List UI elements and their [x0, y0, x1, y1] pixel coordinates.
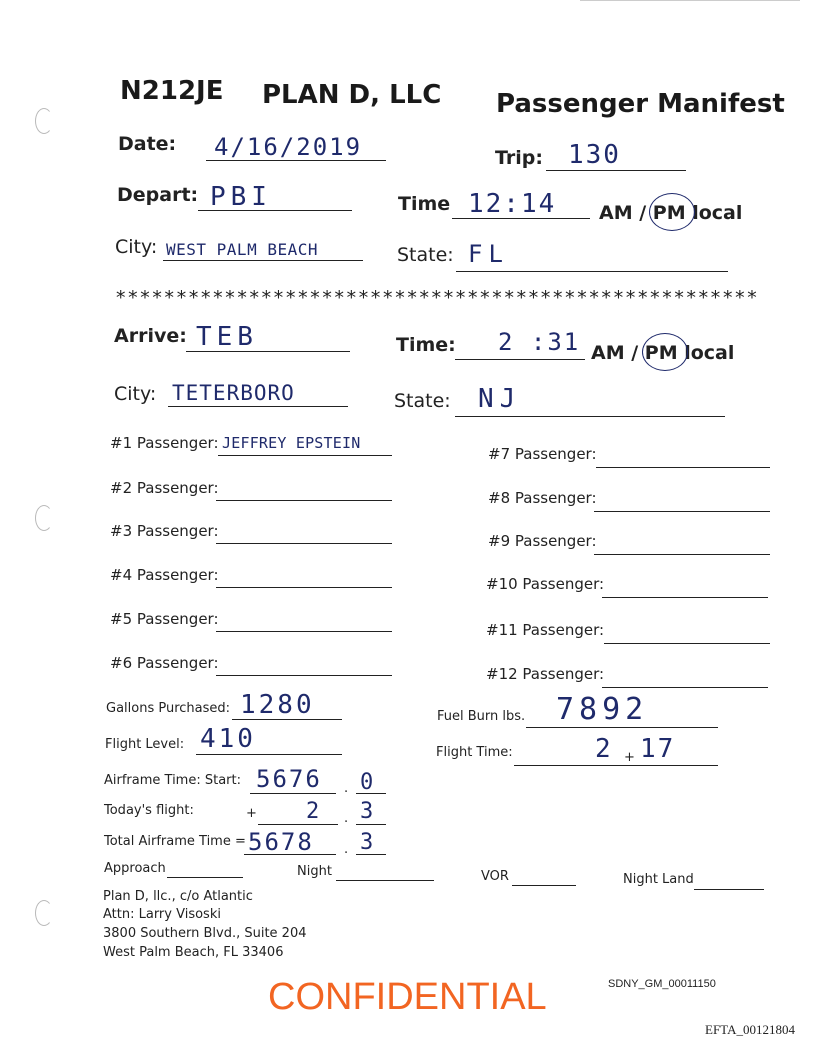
- vor-label: VOR: [481, 869, 509, 884]
- todays-flight-decimal: 3: [360, 799, 376, 824]
- approach-line: [167, 877, 243, 878]
- depart-pm-circle: [649, 193, 695, 231]
- passenger-10-label: #10 Passenger:: [486, 575, 605, 593]
- passenger-1-line: [218, 455, 392, 456]
- depart-label: Depart:: [117, 184, 199, 206]
- passenger-9-label: #9 Passenger:: [488, 532, 597, 550]
- night-land-label: Night Land: [623, 872, 694, 887]
- passenger-11-label: #11 Passenger:: [486, 621, 605, 639]
- address-line-4: West Palm Beach, FL 33406: [103, 945, 284, 960]
- arrive-city-line: [168, 406, 348, 407]
- binder-hole-top: [35, 108, 53, 134]
- date-label: Date:: [118, 133, 177, 155]
- flight-level-value: 410: [200, 724, 256, 754]
- arrive-time-label: Time:: [396, 334, 456, 356]
- airframe-start-line: [250, 793, 336, 794]
- flight-time-label: Flight Time:: [436, 745, 513, 760]
- gallons-purchased-label: Gallons Purchased:: [106, 701, 231, 716]
- passenger-10-line: [602, 597, 768, 598]
- trip-label: Trip:: [495, 147, 543, 169]
- total-airframe-decimal: 3: [360, 830, 376, 855]
- top-rule: [580, 0, 800, 1]
- passenger-4-label: #4 Passenger:: [110, 566, 219, 584]
- depart-city-line: [163, 260, 363, 261]
- depart-state-value: FL: [468, 240, 509, 268]
- flight-level-label: Flight Level:: [105, 737, 185, 752]
- company-name: PLAN D, LLC: [262, 80, 442, 110]
- passenger-7-label: #7 Passenger:: [488, 445, 597, 463]
- arrive-state-label: State:: [394, 390, 451, 412]
- night-land-line: [694, 889, 764, 890]
- approach-label: Approach: [104, 861, 166, 876]
- efta-number: EFTA_00121804: [705, 1022, 795, 1037]
- passenger-7-line: [596, 467, 770, 468]
- passenger-6-line: [216, 675, 392, 676]
- binder-hole-bottom: [35, 900, 53, 926]
- passenger-5-label: #5 Passenger:: [110, 610, 219, 628]
- airframe-start-value: 5676: [256, 765, 322, 793]
- arrive-time-line: [455, 359, 585, 360]
- passenger-6-label: #6 Passenger:: [110, 654, 219, 672]
- trip-line: [546, 170, 686, 171]
- passenger-12-line: [602, 687, 768, 688]
- airframe-start-decimal: 0: [360, 770, 376, 795]
- total-airframe-dot: .: [344, 842, 349, 857]
- todays-flight-label: Today's flight:: [104, 803, 194, 818]
- gallons-purchased-value: 1280: [240, 690, 315, 720]
- binder-hole-middle: [35, 505, 53, 531]
- arrive-city-value: TETERBORO: [172, 381, 295, 405]
- address-line-2: Attn: Larry Visoski: [103, 907, 221, 922]
- trip-value: 130: [568, 140, 621, 170]
- night-label: Night: [297, 864, 332, 879]
- arrive-city-label: City:: [114, 383, 157, 405]
- bates-number: SDNY_GM_00011150: [608, 978, 716, 990]
- todays-flight-line: [258, 824, 338, 825]
- flight-time-minutes: 17: [640, 734, 676, 764]
- confidential-stamp: CONFIDENTIAL: [268, 976, 547, 1018]
- todays-flight-decimal-line: [356, 824, 386, 825]
- passenger-5-line: [216, 631, 392, 632]
- flight-time-line: [514, 765, 718, 766]
- total-airframe-value: 5678: [248, 828, 314, 856]
- passenger-8-label: #8 Passenger:: [488, 489, 597, 507]
- vor-line: [512, 885, 576, 886]
- tail-number: N212JE: [120, 76, 224, 106]
- passenger-8-line: [594, 511, 770, 512]
- airframe-start-label: Airframe Time: Start:: [104, 773, 241, 788]
- date-value: 4/16/2019: [214, 133, 363, 161]
- airframe-start-dot: .: [344, 781, 349, 796]
- depart-value: PBI: [210, 182, 272, 212]
- depart-city-value: WEST PALM BEACH: [166, 240, 318, 259]
- fuel-burn-label: Fuel Burn lbs.: [437, 709, 526, 724]
- depart-city-label: City:: [115, 236, 158, 258]
- todays-flight-plus: +: [246, 806, 257, 821]
- passenger-1-value: JEFFREY EPSTEIN: [222, 434, 361, 452]
- night-line: [336, 880, 434, 881]
- arrive-pm-circle: [642, 333, 688, 371]
- passenger-4-line: [216, 587, 392, 588]
- passenger-2-label: #2 Passenger:: [110, 479, 219, 497]
- arrive-state-line: [455, 416, 725, 417]
- passenger-12-label: #12 Passenger:: [486, 665, 605, 683]
- depart-am-pm: AM / PM local: [599, 202, 743, 224]
- address-line-3: 3800 Southern Blvd., Suite 204: [103, 926, 307, 941]
- depart-state-line: [456, 271, 728, 272]
- arrive-am-pm: AM / PM local: [591, 342, 735, 364]
- depart-time-value: 12:14: [468, 189, 557, 219]
- total-airframe-label: Total Airframe Time =: [104, 834, 246, 849]
- arrive-value: TEB: [196, 322, 258, 352]
- depart-time-label: Time: [398, 193, 451, 215]
- flight-level-line: [196, 754, 342, 755]
- separator-stars: *****************************************************: [115, 287, 759, 309]
- arrive-time-value: 2 :31: [498, 328, 581, 356]
- fuel-burn-line: [526, 727, 718, 728]
- flight-time-hours: 2: [595, 734, 613, 764]
- arrive-state-value: NJ: [478, 384, 522, 414]
- todays-flight-dot: .: [344, 811, 349, 826]
- passenger-3-line: [216, 543, 392, 544]
- document-title: Passenger Manifest: [496, 89, 785, 119]
- todays-flight-value: 2: [306, 799, 322, 824]
- passenger-3-label: #3 Passenger:: [110, 522, 219, 540]
- flight-time-separator: +: [624, 750, 635, 765]
- passenger-2-line: [216, 500, 392, 501]
- depart-state-label: State:: [397, 244, 454, 266]
- passenger-9-line: [594, 554, 770, 555]
- passenger-11-line: [604, 643, 770, 644]
- address-line-1: Plan D, llc., c/o Atlantic: [103, 889, 253, 904]
- fuel-burn-value: 7892: [556, 692, 649, 727]
- passenger-1-label: #1 Passenger:: [110, 434, 219, 452]
- arrive-label: Arrive:: [114, 325, 187, 347]
